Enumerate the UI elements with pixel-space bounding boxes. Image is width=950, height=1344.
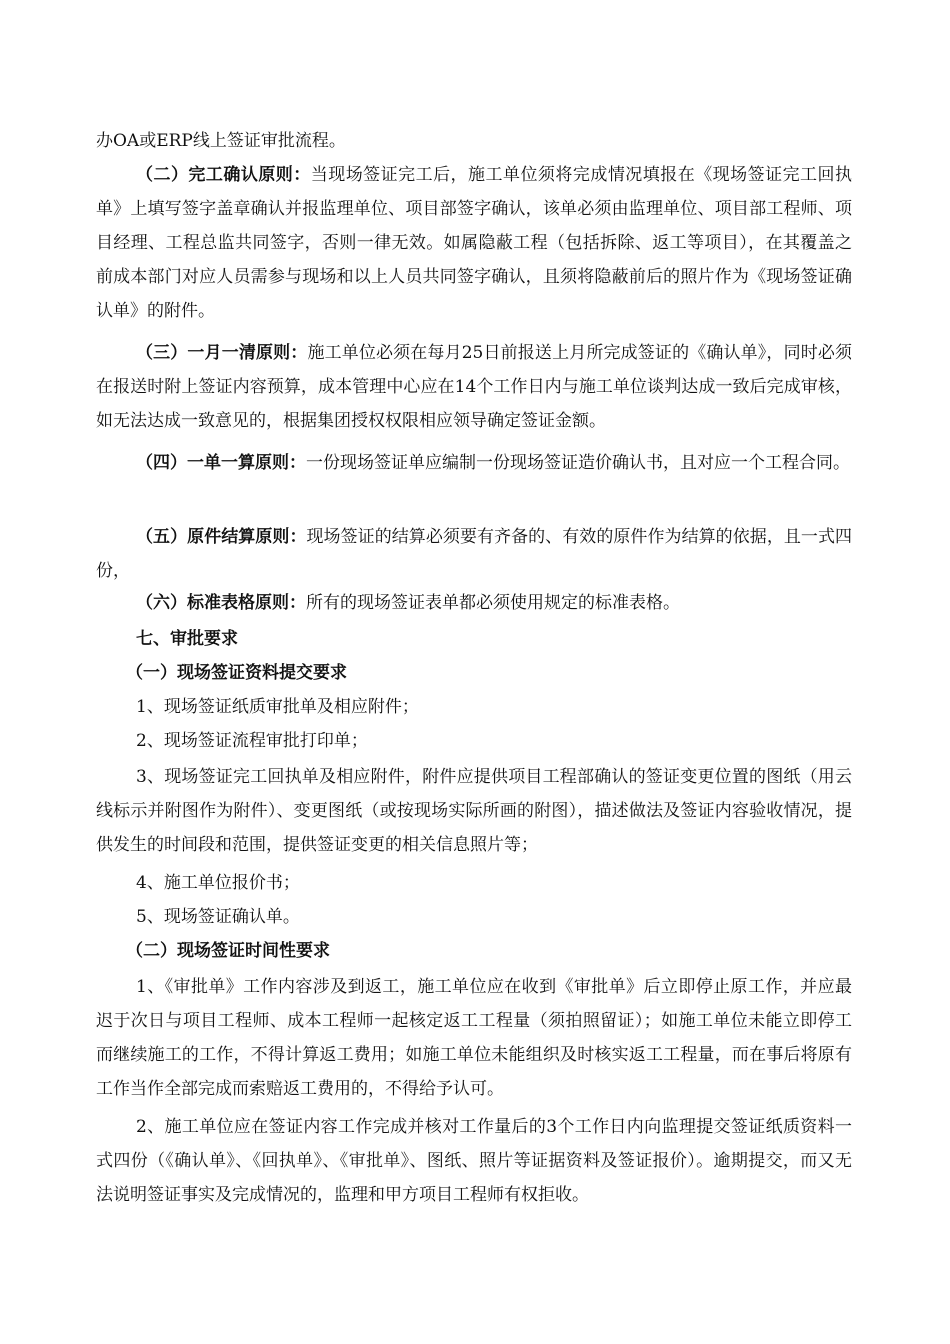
principle-text: 施工单位必须在每月25日前报送上月所完成签证的《确认单》，同时必须在报送时附上签证内容预算，成本管理中心应在14个工作日内与施工单位谈判达成一致后完成审核，如无法达成一致意见的，根据集团授权权限相应领导确定签证金额。 [96, 343, 852, 431]
principle-standard-forms [96, 586, 852, 620]
principle-completion-confirmation [96, 158, 852, 328]
timing-requirement: 2、施工单位应在签证内容工作完成并核对工作量后的3个工作日内向监理提交签证纸质资料一式四份（《确认单》、《回执单》、《审批单》、图纸、照片等证据资料及签证报价）。逾期提交，而又无法说明签证事实及完成情况的，监理和甲方项目工程师有权拒收。 [96, 1117, 852, 1205]
principle-text: 当现场签证完工后，施工单位须将完成情况填报在《现场签证完工回执单》上填写签字盖章确认并报监理单位、项目部签字确认，该单必须由监理单位、项目部工程师、项目经理、工程总监共同签字，否则一律无效。如属隐蔽工程（包括拆除、返工等项目），在其覆盖之前成本部门对应人员需参与现场和以上人员共同签字确认，且须将隐蔽前后的照片作为《现场签证确认单》的附件。 [96, 165, 852, 321]
principle-heading: （四）一单一算原则： [136, 453, 306, 473]
principle-one-sheet-one-calc [96, 446, 852, 480]
list-item: 2、现场签证流程审批打印单； [136, 731, 368, 751]
list-item: 4、施工单位报价书； [136, 873, 300, 893]
list-item: 3、现场签证完工回执单及相应附件，附件应提供项目工程部确认的签证变更位置的图纸（用云线标示并附图作为附件）、变更图纸（或按现场实际所画的附图），描述做法及签证内容验收情况，提供发生的时间段和范围，提供签证变更的相关信息照片等； [96, 767, 852, 855]
list-item: 5、现场签证确认单。 [136, 907, 300, 927]
principle-original-settlement [96, 520, 852, 588]
subsection-heading: （二）现场签证时间性要求 [126, 941, 330, 961]
principle-text: 所有的现场签证表单都必须使用规定的标准表格。 [306, 593, 680, 613]
principle-heading: （二）完工确认原则： [136, 165, 311, 185]
principle-heading: （五）原件结算原则： [136, 527, 307, 547]
section-heading: 七、审批要求 [136, 629, 238, 649]
principle-heading: （三）一月一清原则： [136, 343, 308, 363]
timing-requirement: 1、《审批单》工作内容涉及到返工，施工单位应在收到《审批单》后立即停止原工作，并应最迟于次日与项目工程师、成本工程师一起核定返工工程量（须拍照留证）；如施工单位未能立即停工而继续施工的工作，不得计算返工费用；如施工单位未能组织及时核实返工工程量，而在事后将原有工作当作全部完成而索赔返工费用的，不得给予认可。 [96, 977, 852, 1099]
principle-monthly-clear [96, 336, 852, 438]
principle-heading: （六）标准表格原则： [136, 593, 306, 613]
principle-text: 现场签证的结算必须要有齐备的、有效的原件作为结算的依据，且一式四份， [96, 527, 853, 581]
paragraph-continuation: 办OA或ERP线上签证审批流程。 [96, 131, 346, 151]
list-item: 1、现场签证纸质审批单及相应附件； [136, 697, 419, 717]
principle-text: 一份现场签证单应编制一份现场签证造价确认书，且对应一个工程合同。 [306, 453, 850, 473]
subsection-heading: （一）现场签证资料提交要求 [126, 663, 347, 683]
